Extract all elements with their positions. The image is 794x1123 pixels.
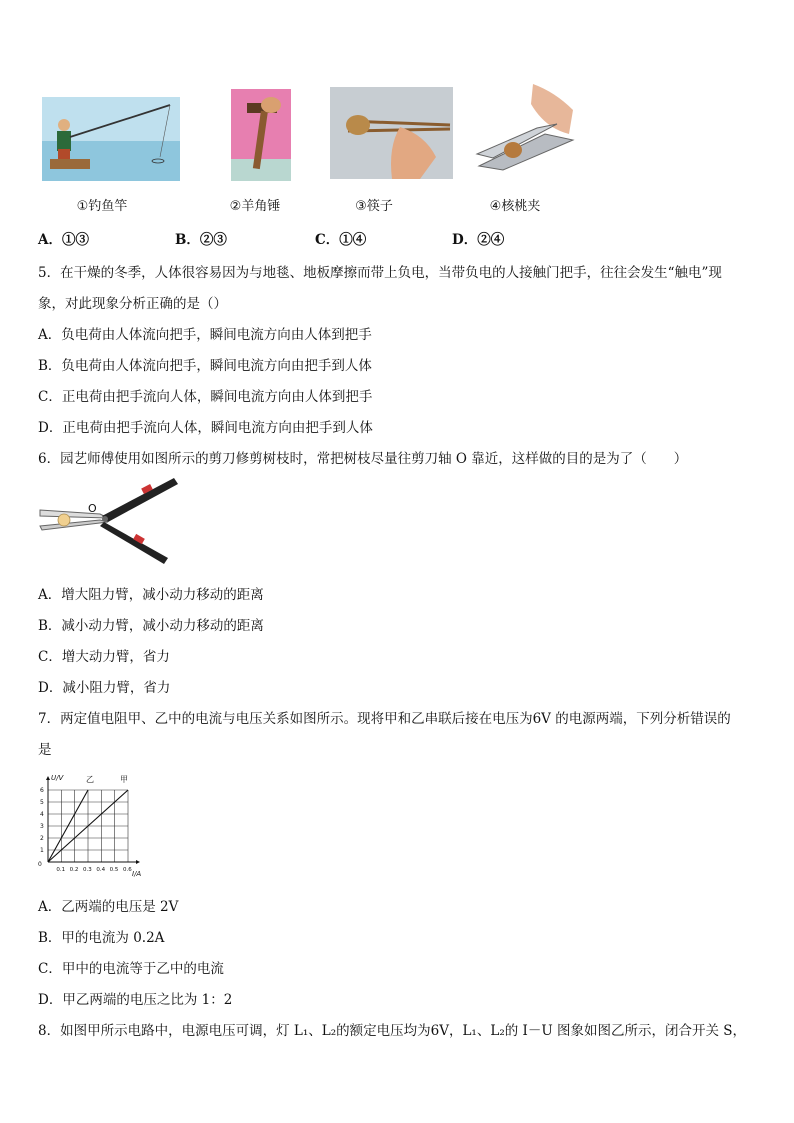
q8-stem: 8．如图甲所示电路中，电源电压可调，灯 L₁、L₂的额定电压均为6V，L₁、L₂的 I－U 图象如图乙所示，闭合开关 S， <box>38 1023 747 1039</box>
q5-option-d[interactable]: D．正电荷由把手流向人体，瞬间电流方向由把手到人体 <box>38 420 373 436</box>
chart-ticks <box>40 787 132 873</box>
y-tick-label: 2 <box>40 835 44 842</box>
q7-stem-line1: 7．两定值电阻甲、乙中的电流与电压关系如图所示。现将甲和乙串联后接在电压为6V 的电源两端，下列分析错误的 <box>38 711 731 727</box>
q5-option-b[interactable]: B．负电荷由人体流向把手，瞬间电流方向由把手到人体 <box>38 358 372 374</box>
x-tick-label: 0.6 <box>123 867 132 873</box>
y-tick-label: 1 <box>40 847 44 854</box>
q7-stem-line2: 是 <box>38 742 52 758</box>
q7-option-d[interactable]: D．甲乙两端的电压之比为 1：2 <box>38 992 233 1008</box>
x-tick-label: 0.1 <box>56 867 66 873</box>
chart-ylabel: U/V <box>51 774 64 782</box>
q5-stem-line2: 象，对此现象分析正确的是（） <box>38 296 227 312</box>
u-i-chart <box>34 770 144 880</box>
fishing-rod-image <box>42 97 180 181</box>
q4-option-b[interactable]: B．②③ <box>175 232 227 248</box>
q6-option-b[interactable]: B．减小动力臂，减小动力移动的距离 <box>38 618 264 634</box>
y-tick-label: 3 <box>40 823 44 830</box>
q5-stem-line1: 5．在干燥的冬季，人体很容易因为与地毯、地板摩擦而带上负电，当带负电的人接触门把手，往往会发生“触电”现 <box>38 265 722 281</box>
caption-fishing-rod: ①钓鱼竿 <box>76 199 128 214</box>
q7-option-a[interactable]: A．乙两端的电压是 2V <box>38 899 179 915</box>
q6-option-a[interactable]: A．增大阻力臂，减小动力移动的距离 <box>38 587 264 603</box>
chart-xlabel: I/A <box>132 870 142 878</box>
x-tick-label: 0.3 <box>83 867 92 873</box>
nutcracker-image <box>473 84 579 180</box>
x-tick-label: 0.4 <box>96 867 106 873</box>
shears-pivot-label-o: O <box>88 502 97 515</box>
pruning-shears-figure <box>38 472 180 572</box>
x-axis-arrow <box>136 860 140 864</box>
q5-option-c[interactable]: C．正电荷由把手流向人体，瞬间电流方向由人体到把手 <box>38 389 373 405</box>
caption-nutcracker: ④核桃夹 <box>489 199 541 214</box>
q4-option-c[interactable]: C．①④ <box>315 232 367 248</box>
q4-option-a[interactable]: A．①③ <box>38 232 89 248</box>
q7-option-c[interactable]: C．甲中的电流等于乙中的电流 <box>38 961 224 977</box>
chart-origin-label: 0 <box>38 861 42 868</box>
series-label-jia: 甲 <box>120 775 128 784</box>
series-label-yi: 乙 <box>86 775 94 784</box>
y-tick-label: 4 <box>40 811 44 818</box>
q6-stem: 6．园艺师傅使用如图所示的剪刀修剪树枝时，常把树枝尽量往剪刀轴 O 靠近，这样做的目的是为了（ ） <box>38 451 688 467</box>
chopsticks-image <box>330 87 453 179</box>
y-tick-label: 5 <box>40 799 44 806</box>
q4-option-d[interactable]: D．②④ <box>452 232 505 248</box>
q5-option-a[interactable]: A．负电荷由人体流向把手，瞬间电流方向由人体到把手 <box>38 327 372 343</box>
q7-option-b[interactable]: B．甲的电流为 0.2A <box>38 930 165 946</box>
y-tick-label: 6 <box>40 787 44 794</box>
claw-hammer-image <box>231 89 291 181</box>
x-tick-label: 0.5 <box>109 867 119 873</box>
q6-option-d[interactable]: D．减小阻力臂，省力 <box>38 680 171 696</box>
x-tick-label: 0.2 <box>69 867 79 873</box>
q6-option-c[interactable]: C．增大动力臂，省力 <box>38 649 170 665</box>
y-axis-arrow <box>46 776 50 780</box>
caption-chopsticks: ③筷子 <box>355 199 393 214</box>
caption-claw-hammer: ②羊角锤 <box>229 199 281 214</box>
